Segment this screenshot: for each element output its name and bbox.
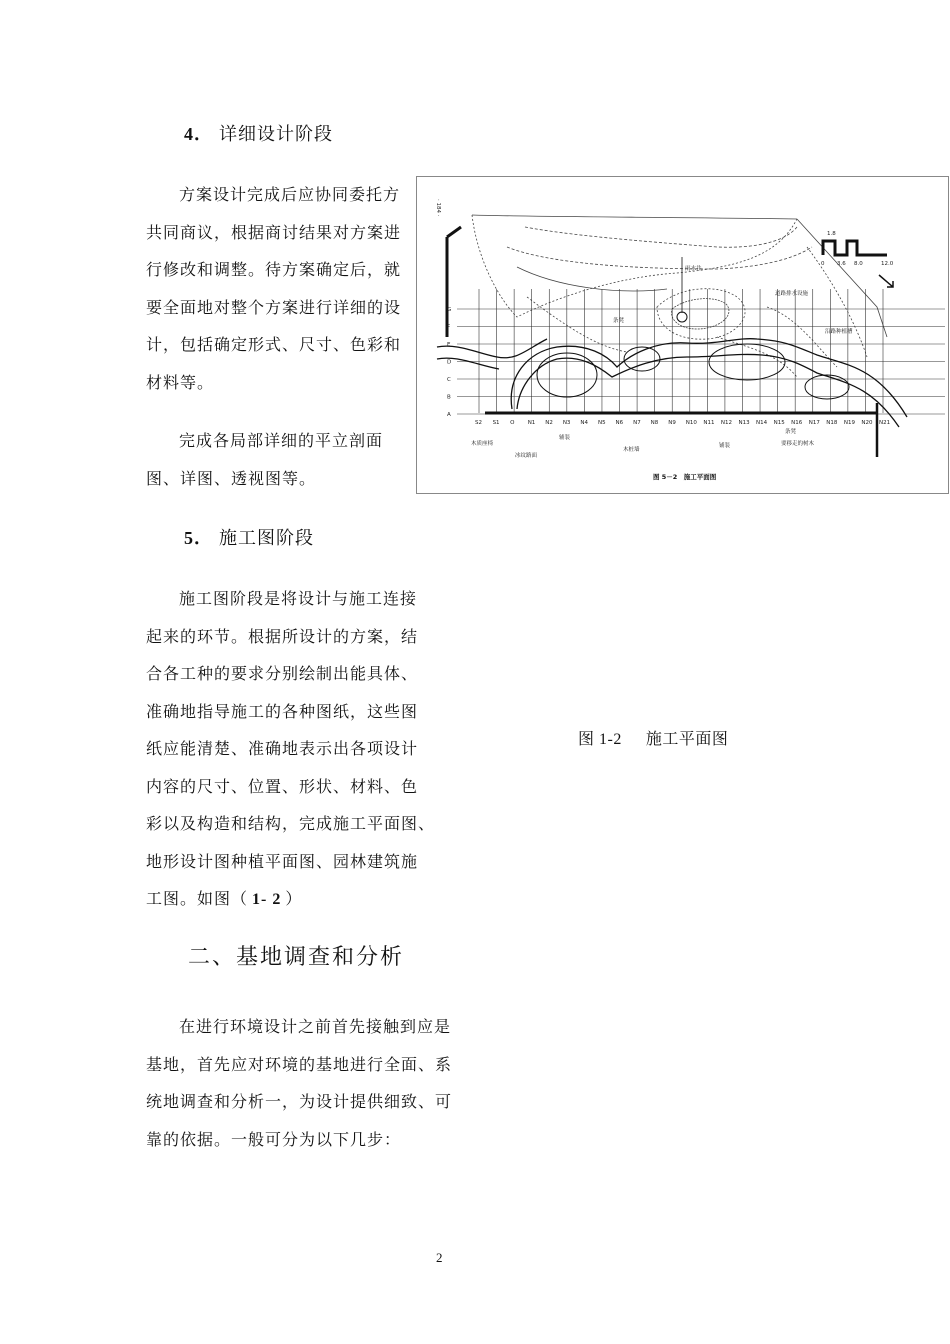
- grid-column-label: N8: [650, 420, 659, 426]
- grid-column-label: N20: [861, 420, 873, 426]
- column-labels: [475, 420, 890, 426]
- annotation-ice-pattern-path: 冰纹路面: [515, 453, 538, 459]
- grid-row-label: G: [447, 307, 452, 313]
- retaining-wall: [447, 227, 461, 237]
- grid-lines: [457, 289, 945, 414]
- grid-column-label: O: [510, 420, 515, 426]
- construction-plan-drawing: [417, 177, 948, 493]
- annotation-wood-seat: 木质座椅: [471, 441, 494, 447]
- construction-plan-figure: [416, 176, 949, 494]
- text-line: 靠的依据。一般可分为以下几步：: [146, 1129, 402, 1149]
- scale-label: 12.0: [881, 261, 894, 267]
- text-line: 施工图阶段是将设计与施工连接: [179, 589, 418, 608]
- section-title-site-analysis: 二、基地调查和分析: [188, 945, 405, 970]
- inner-figure-caption: 图 5－2 施工平面图: [653, 473, 717, 481]
- annotation-paving: 辅装: [559, 435, 571, 441]
- grid-column-label: N16: [791, 420, 803, 426]
- paragraph-site-analysis: [146, 1008, 452, 1158]
- text-line: 纸应能清楚、准确地表示出各项设计: [146, 739, 419, 758]
- grid-column-label: N13: [738, 420, 750, 426]
- text-line: 要全面地对整个方案进行详细的设: [146, 297, 402, 317]
- grid-column-label: N14: [756, 420, 768, 426]
- text-line: 地形设计图种植平面图、园林建筑施: [146, 851, 419, 871]
- text-fragment: 工图。如图（: [146, 889, 249, 908]
- annotation-trees-to-remove: 要移走的树木: [781, 441, 815, 447]
- grid-column-label: N10: [685, 420, 697, 426]
- grid-column-label: N4: [580, 420, 589, 426]
- grid-column-label: N7: [633, 420, 641, 426]
- scale-label: 8.0: [854, 261, 863, 267]
- paragraph-detail-drawings: [146, 422, 383, 497]
- text-line: 统地调查和分析一，为设计提供细致、可: [146, 1092, 453, 1111]
- annotation-bench: 条凳: [785, 429, 797, 435]
- grid-column-label: N11: [703, 420, 715, 426]
- grid-column-label: N17: [808, 420, 820, 426]
- text-line: 合各工种的要求分别绘制出能具体、: [146, 664, 419, 683]
- grid-column-label: N5: [597, 420, 606, 426]
- grid-row-label: B: [447, 394, 451, 401]
- heading-text: 施工图阶段: [219, 528, 314, 549]
- grid-column-label: N21: [879, 420, 891, 426]
- scale-label: 0: [821, 261, 825, 267]
- annotation-wood-pile-wall: 木桩墙: [623, 447, 640, 453]
- annotation-drainage: 道路排水设施: [775, 291, 809, 297]
- grid-column-label: N6: [615, 420, 624, 426]
- grid-row-label: A: [447, 412, 451, 418]
- text-line: 行修改和调整。待方案确定后，就: [146, 260, 402, 279]
- grid-column-label: N3: [562, 420, 571, 426]
- grid-row-label: D: [447, 359, 452, 366]
- text-line: 在进行环境设计之前首先接触到应是: [179, 1017, 452, 1036]
- grid-column-label: N15: [773, 420, 785, 426]
- grid-column-label: N1: [527, 420, 536, 426]
- annotation-rain-well: 雨水井: [685, 266, 702, 272]
- annotation-bench: 条凳: [613, 318, 625, 324]
- text-line: 计，包括确定形式、尺寸、色彩和: [146, 335, 402, 354]
- scale-bar: [821, 231, 894, 267]
- contour-lines: [472, 215, 887, 377]
- scale-top-label: 1.8: [827, 231, 836, 237]
- planting-beds: [537, 312, 849, 399]
- paragraph-construction-drawing: [146, 580, 435, 919]
- annotation-planting-slot: 沿路种植槽: [825, 329, 853, 335]
- text-line: 共同商议，根据商讨结果对方案进: [146, 222, 402, 242]
- scale-label: 3.6: [837, 261, 846, 267]
- text-line: 内容的尺寸、位置、形状、材料、色: [146, 776, 419, 796]
- heading-text: 详细设计阶段: [219, 124, 333, 145]
- text-line: 基地，首先应对环境的基地进行全面、系: [146, 1054, 453, 1074]
- annotation-paving: 铺装: [719, 443, 731, 449]
- text-fragment: ）: [285, 889, 303, 908]
- heading-number: 5．: [184, 528, 213, 548]
- text-line: 准确地指导施工的各种图纸，这些图: [146, 701, 419, 721]
- figure-reference: 1- 2: [252, 891, 282, 908]
- caption-number: 图 1-2: [578, 731, 622, 748]
- text-line: [146, 880, 435, 919]
- grid-column-label: S2: [475, 420, 482, 426]
- north-arrow-icon: [879, 275, 893, 287]
- text-line: 完成各局部详细的平立剖面: [179, 431, 384, 450]
- text-line: 材料等。: [146, 372, 215, 392]
- figure-caption: [578, 726, 728, 749]
- page-number: 2: [436, 1250, 443, 1265]
- grid-row-label: F: [447, 324, 451, 331]
- grid-column-label: N9: [668, 420, 676, 426]
- grid-column-label: S1: [492, 420, 500, 426]
- text-line: 起来的环节。根据所设计的方案，结: [146, 626, 419, 646]
- grid-column-label: N2: [545, 420, 553, 426]
- grid-column-label: N18: [826, 420, 838, 426]
- grid-row-label: C: [447, 377, 451, 383]
- paragraph-detailed-design: [146, 176, 401, 401]
- text-line: 图、详图、透视图等。: [146, 468, 317, 488]
- grid-row-label: E: [447, 342, 451, 348]
- text-line: 方案设计完成后应协同委托方: [179, 185, 401, 204]
- page-mark: · 184 ·: [435, 199, 441, 217]
- caption-text: 施工平面图: [645, 729, 729, 748]
- grid-column-label: N19: [843, 420, 855, 426]
- heading-construction-drawing: [184, 524, 314, 550]
- heading-number: 4．: [184, 124, 213, 144]
- grid-column-label: N12: [720, 420, 733, 426]
- heading-detailed-design: [184, 120, 333, 146]
- text-line: 彩以及构造和结构，完成施工平面图、: [146, 814, 436, 833]
